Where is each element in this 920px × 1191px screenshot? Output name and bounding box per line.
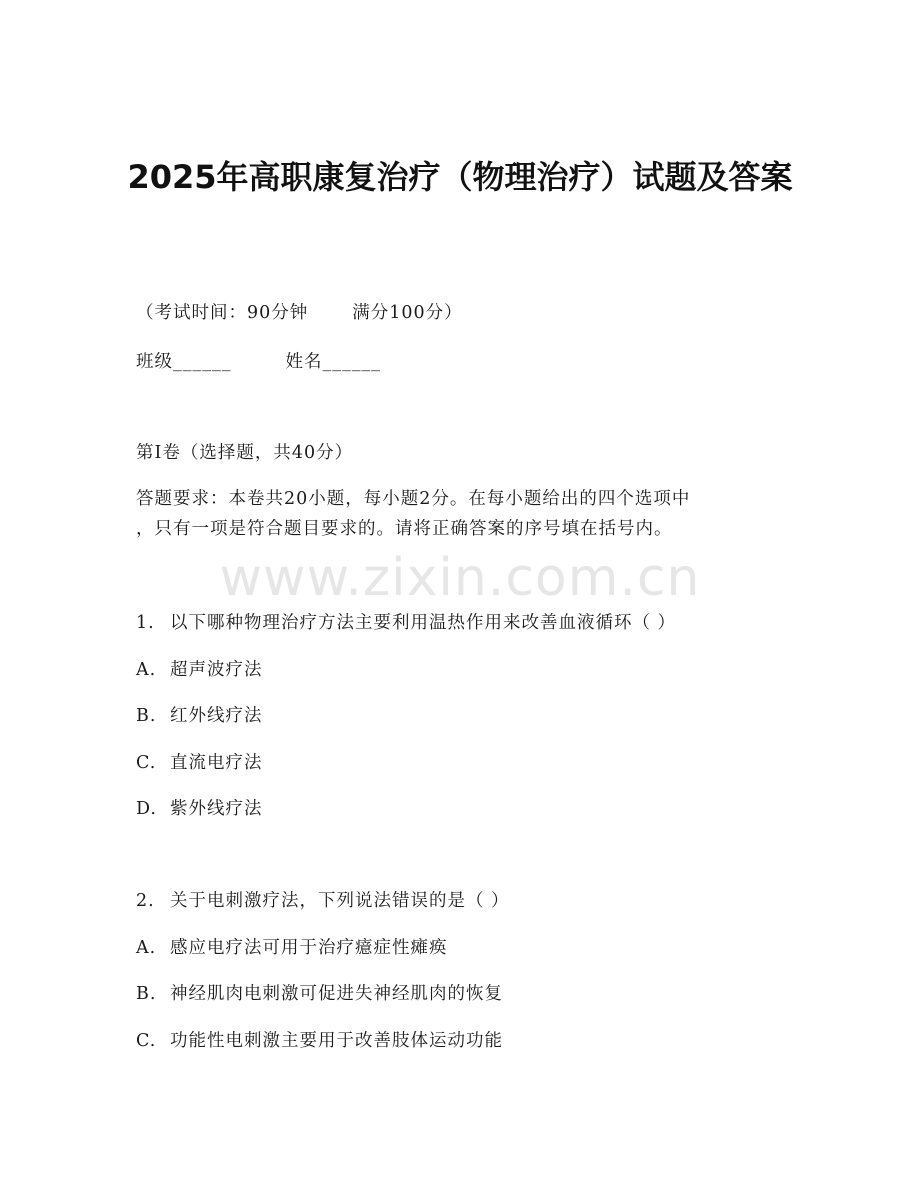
- instructions-line-2: ，只有一项是符合题目要求的。请将正确答案的序号填在括号内。: [136, 519, 673, 539]
- watermark: www.zixin.com.cn: [219, 548, 701, 608]
- question-1-option-b: [136, 704, 263, 728]
- name-field: 姓名______: [285, 352, 381, 372]
- option-text: 神经肌肉电刺激可促进失神经肌肉的恢复: [170, 984, 503, 1004]
- option-text: 直流电疗法: [170, 753, 263, 773]
- exam-score: 满分100分）: [352, 303, 463, 323]
- question-text: 以下哪种物理治疗方法主要利用温热作用来改善血液循环（ ）: [170, 613, 677, 633]
- option-letter: B.: [136, 984, 157, 1004]
- question-2-option-a: [136, 936, 448, 960]
- option-letter: C.: [136, 1031, 157, 1051]
- exam-info: [136, 301, 463, 325]
- question-1: [136, 611, 676, 635]
- option-letter: B.: [136, 706, 157, 726]
- option-text: 紫外线疗法: [170, 799, 263, 819]
- class-field: 班级______: [136, 352, 232, 372]
- question-1-option-a: [136, 658, 263, 682]
- question-1-option-d: [136, 797, 263, 821]
- option-text: 功能性电刺激主要用于改善肢体运动功能: [170, 1031, 503, 1051]
- student-fields: [136, 350, 381, 374]
- question-1-option-c: [136, 751, 263, 775]
- option-text: 红外线疗法: [170, 706, 263, 726]
- question-text: 关于电刺激疗法，下列说法错误的是（ ）: [170, 891, 510, 911]
- question-number: 2.: [136, 891, 155, 911]
- question-number: 1.: [136, 613, 155, 633]
- document-title: 2025年高职康复治疗（物理治疗）试题及答案: [127, 158, 793, 196]
- option-text: 感应电疗法可用于治疗癔症性瘫痪: [170, 938, 448, 958]
- section-heading: 第I卷（选择题，共40分）: [136, 443, 354, 463]
- option-letter: A.: [136, 660, 157, 680]
- option-letter: D.: [136, 799, 157, 819]
- instructions-line-1: 答题要求：本卷共20小题，每小题2分。在每小题给出的四个选项中: [136, 489, 691, 509]
- option-letter: C.: [136, 753, 157, 773]
- question-2-option-c: [136, 1029, 503, 1053]
- question-2: [136, 889, 510, 913]
- exam-time: （考试时间：90分钟: [136, 303, 309, 323]
- option-letter: A.: [136, 938, 157, 958]
- option-text: 超声波疗法: [170, 660, 263, 680]
- question-2-option-b: [136, 982, 503, 1006]
